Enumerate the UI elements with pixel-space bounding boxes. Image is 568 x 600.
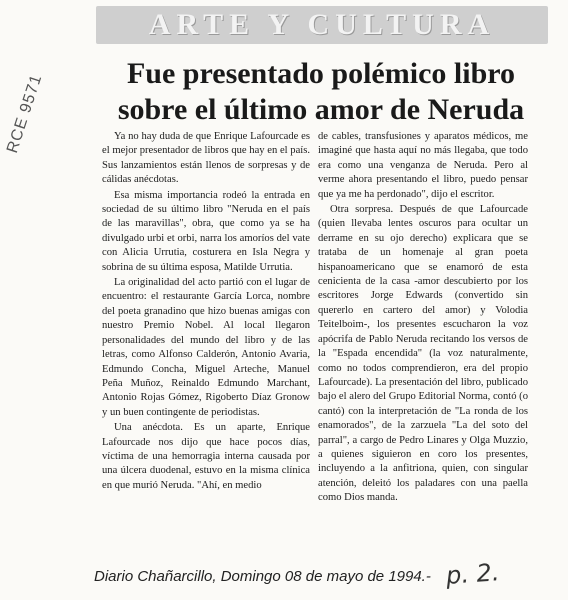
section-banner xyxy=(96,6,548,44)
article-column-2 xyxy=(318,130,528,507)
paragraph: de cables, transfusiones y aparatos médicos, me imaginé que hasta aquí no más llegaba, que todo era como una venganza de Neruda. Pero al verme ahora presentando el libro, puedo pensar que ya me ha perdonado", dijo el escritor. xyxy=(318,131,528,200)
paragraph: Esa misma importancia rodeó la entrada en sociedad de su último libro "Neruda en el país de las maravillas", obra, que como ya se ha divulgado urbi et orbi, narra los amoríos del vate con Alicia Urrutia, costurera en Isla Negra y sobrina de su última esposa, Matilde Urrutia. xyxy=(102,189,310,273)
paragraph: Otra sorpresa. Después de que Lafourcade (quien llevaba lentes oscuros para ocultar un derrame en su ojo derecho) explicara que se trataba de un homenaje al gran poeta hispanoamericano que se enamoró de esta cenicienta de la casa -amor descubierto por los escritores Jorge Edwards (convertido sin quererlo en cartero del amor) y Volodia Teitelboim-, los presentes escucharon la voz apócrifa de Pablo Neruda recitando los versos de la "Espada encendida" (la voz naturalmente, como no todos comprendieron, era del propio Lafourcade). La presentación del libro, publicado bajo el alero del Grupo Editorial Norma, contó (o cantó) con la interpretación de "La ronda de los enamorados", de la zarzuela "La del soto del parral", a cargo de Pedro Linares y Olga Muzzio, a quienes siguieron en coro los presentes, incluyendo a la anfitriona, quien, con singular atención, deleitó los paladares con una paella como Dios manda. xyxy=(318,204,528,504)
paragraph: La originalidad del acto partió con el lugar de encuentro: el restaurante García Lorca, nombre del poeta granadino que hizo buenas amigas con nuestro Premio Nobel. Al local llegaron personalidades del mundo del libro y de las letras, como Alfonso Calderón, Antonio Avaria, Edmundo Concha, Miguel Arteche, Manuel Peña Muñoz, Reinaldo Edmundo Marchant, Antonio Rojas Gómez, Rigoberto Díaz Gronow y un buen contingente de periodistas. xyxy=(102,277,310,418)
headline-line-1: Fue presentado polémico libro xyxy=(126,57,516,90)
section-title: ARTE Y CULTURA xyxy=(148,8,496,41)
handwritten-page-note: p. 2. xyxy=(445,558,501,590)
headline-line-2: sobre el último amor de Neruda xyxy=(117,93,525,126)
paragraph: Ya no hay duda de que Enrique Lafourcade es el mejor presentador de libros que hay en el país. Sus lanzamientos están llenos de sorpresas y de cálidas anécdotas. xyxy=(102,131,310,186)
article-column-1 xyxy=(102,130,310,494)
headline xyxy=(86,56,556,128)
publication-footer: Diario Chañarcillo, Domingo 08 de mayo de 1994.- xyxy=(94,568,431,585)
archive-stamp: RCE 9571 xyxy=(4,72,46,156)
paragraph: Una anécdota. Es un aparte, Enrique Lafourcade nos dijo que hace pocos días, víctima de una hemorragia interna causada por una úlcera duodenal, estuvo en la misma clínica en que murió Neruda. "Ahí, en medio xyxy=(102,422,310,491)
